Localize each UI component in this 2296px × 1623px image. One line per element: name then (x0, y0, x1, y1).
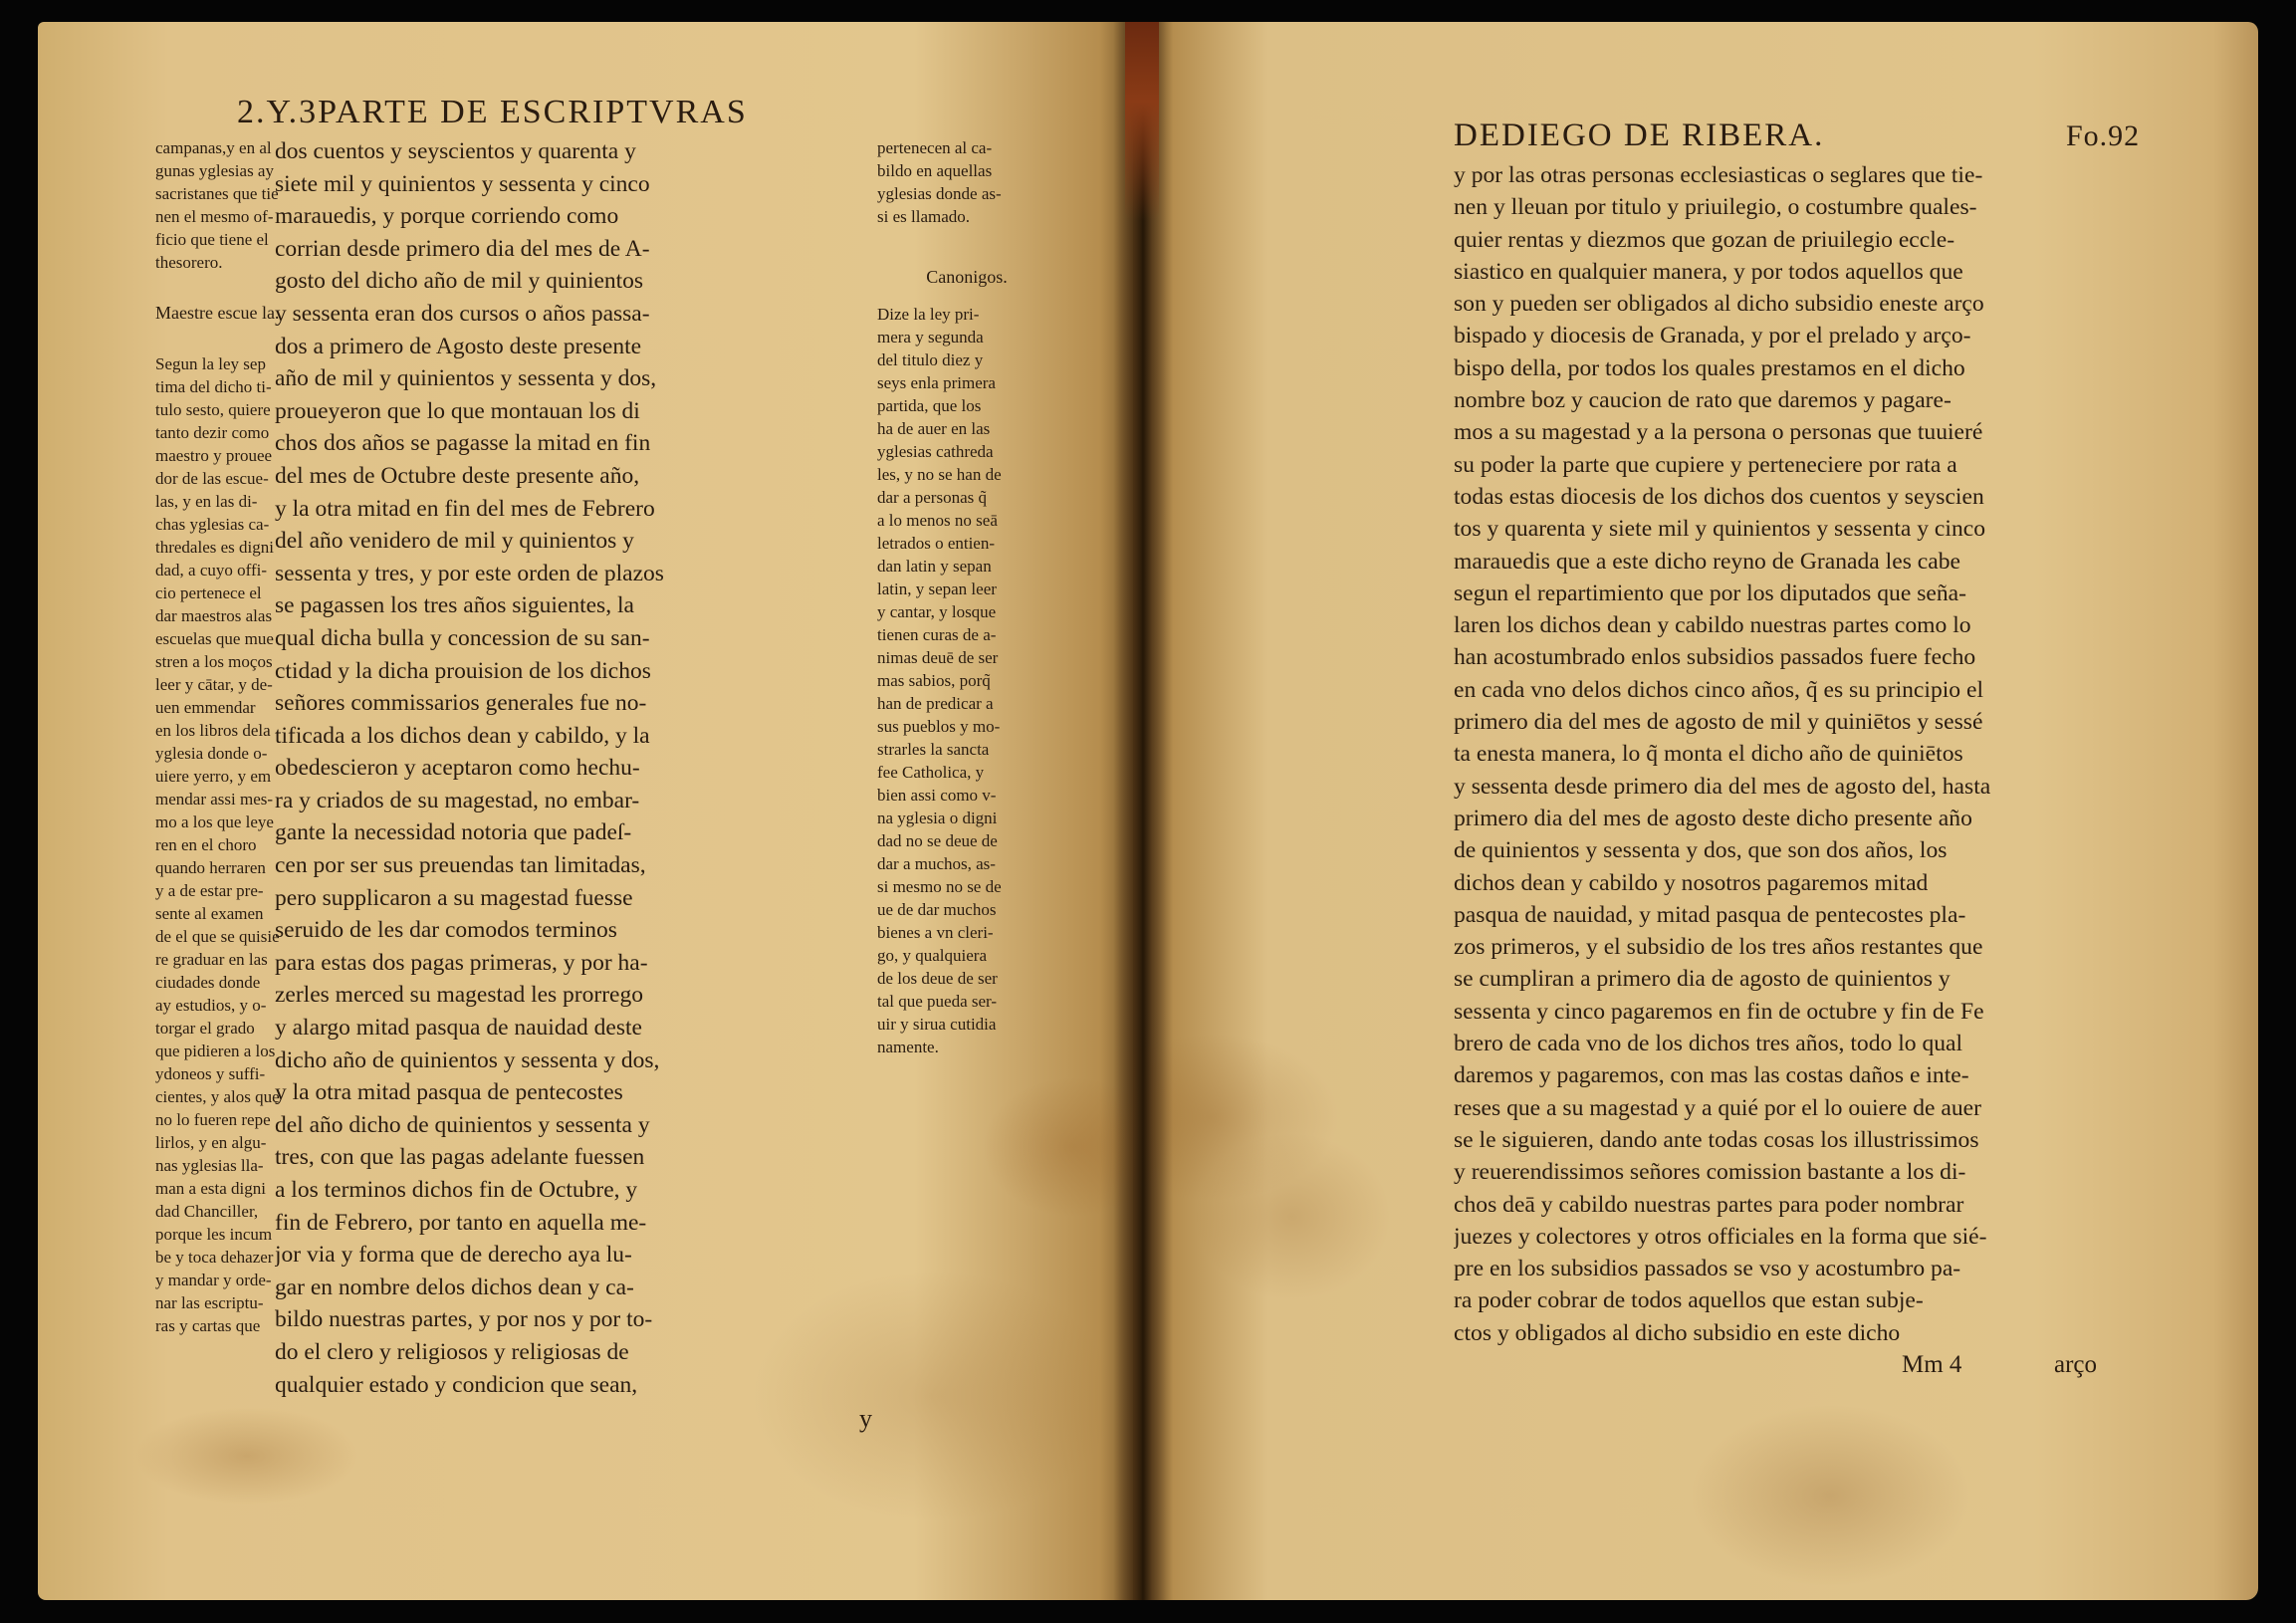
text-line: se pagassen los tres años siguientes, la (275, 592, 634, 619)
margin-heading-canonigos: Canonigos. (926, 267, 1008, 287)
text-line: yglesia donde o- (155, 744, 268, 763)
page-footer (1454, 1349, 2101, 1383)
text-line: namente. (877, 1038, 939, 1056)
margin-heading-maestre-escuela: Maestre escue la. (155, 303, 280, 323)
text-line: Dize la ley pri- (877, 305, 980, 324)
text-line: si mesmo no se de (877, 877, 1002, 896)
text-line: sessenta y tres, y por este orden de plazos (275, 560, 664, 586)
text-line: sacristanes que tie (155, 184, 279, 203)
text-line: quando herraren (155, 858, 266, 877)
main-text-lines (275, 135, 892, 1401)
text-line: no lo fueren repe (155, 1110, 271, 1129)
text-line: y cantar, y losque (877, 602, 997, 621)
right-margin-note (877, 136, 1056, 1058)
text-line: qualquier estado y condicion que sean, (275, 1371, 638, 1398)
text-line: ha de auer en las (877, 419, 991, 438)
text-line: bispo della, por todos los quales prestamos en el dicho (1454, 354, 1965, 381)
text-line: chas yglesias ca- (155, 515, 270, 534)
text-line: dos cuentos y seyscientos y quarenta y (275, 138, 636, 164)
text-line: del año venidero de mil y quinientos y (275, 528, 634, 555)
text-line: dichos dean y cabildo y nosotros pagaremos mitad (1454, 869, 1929, 896)
book-gutter (1113, 22, 1173, 1600)
text-line: marauedis que a este dicho reyno de Granada les cabe (1454, 548, 1960, 575)
text-line: señores commissarios generales fue no- (275, 690, 647, 717)
text-line: seruido de les dar comodos terminos (275, 917, 617, 944)
text-line: be y toca dehazer (155, 1248, 274, 1267)
margin-note-paragraph (877, 303, 1056, 1058)
text-line: del titulo diez y (877, 350, 984, 369)
text-line: si es llamado. (877, 207, 971, 226)
text-line: sessenta y cinco pagaremos en fin de octubre y fin de Fe (1454, 998, 1984, 1025)
text-line: se cumpliran a primero dia de agosto de quinientos y (1454, 966, 1951, 993)
text-line: dad, a cuyo offi- (155, 561, 268, 580)
margin-note-paragraph (155, 136, 295, 274)
text-line: pero supplicaron a su magestad fuesse (275, 884, 633, 911)
text-line: mas sabios, porq̃ (877, 671, 991, 690)
text-line: bildo nuestras partes, y por nos y por to- (275, 1306, 653, 1333)
text-line: segun el repartimiento que por los diputados que seña- (1454, 580, 1966, 606)
text-line: chos dos años se pagasse la mitad en fin (275, 430, 651, 457)
text-line: quier rentas y diezmos que gozan de priuilegio eccle- (1454, 226, 1955, 253)
text-line: zerles merced su magestad les prorrego (275, 982, 643, 1009)
text-line: zos primeros, y el subsidio de los tres años restantes que (1454, 934, 1983, 961)
text-line: strarles la sancta (877, 740, 990, 759)
text-line: y alargo mitad pasqua de nauidad deste (275, 1015, 642, 1042)
text-line: de los deue de ser (877, 969, 998, 988)
text-line: thredales es digni (155, 538, 274, 557)
text-line: y mandar y orde- (155, 1271, 272, 1289)
text-line: mera y segunda (877, 328, 984, 347)
text-line: que pidieren a los (155, 1042, 276, 1060)
text-line: dos a primero de Agosto deste presente (275, 333, 642, 359)
text-line: na yglesia o digni (877, 809, 998, 827)
text-line: han acostumbrado enlos subsidios passados fuere fecho (1454, 644, 1976, 671)
text-line: ficio que tiene el (155, 230, 269, 249)
text-line: en cada vno delos dichos cinco años, q̃ es su principio el (1454, 676, 1984, 703)
text-line: dad Chanciller, (155, 1202, 259, 1221)
text-line: bienes a vn cleri- (877, 923, 994, 942)
text-line: se le siguieren, dando ante todas cosas los illustrissimos (1454, 1126, 1979, 1153)
text-line: a los terminos dichos fin de Octubre, y (275, 1177, 638, 1203)
text-line: ue de dar muchos (877, 900, 997, 919)
text-line: maestro y prouee (155, 446, 273, 465)
text-line: jor via y forma que de derecho aya lu- (275, 1242, 632, 1269)
text-line: seys enla primera (877, 373, 996, 392)
text-line: corrian desde primero dia del mes de A- (275, 235, 650, 262)
text-line: año de mil y quinientos y sessenta y dos, (275, 365, 657, 392)
text-line: brero de cada vno de los dichos tres años, todo lo qual (1454, 1031, 1963, 1057)
text-line: pasqua de nauidad, y mitad pasqua de pentecostes pla- (1454, 901, 1966, 928)
right-main-text (1454, 159, 2101, 1383)
signature-mark: Mm 4 (1902, 1350, 1962, 1378)
text-line: uen emmendar (155, 698, 256, 717)
text-line: leer y cātar, y de- (155, 675, 273, 694)
text-line: todas estas diocesis de los dichos dos cuentos y seyscien (1454, 483, 1984, 510)
text-line: man a esta digni (155, 1179, 266, 1198)
right-page (1133, 22, 2258, 1600)
folio-number: Fo.92 (2066, 119, 2141, 152)
text-line: ay estudios, y o- (155, 996, 267, 1015)
text-line: de quinientos y sessenta y dos, que son dos años, los (1454, 837, 1948, 864)
text-line: les, y no se han de (877, 465, 1002, 484)
text-line: stren a los moços (155, 652, 273, 671)
text-line: dan latin y sepan (877, 557, 992, 576)
text-line: ta enesta manera, lo q̃ monta el dicho año de quiniētos (1454, 741, 1963, 768)
text-line: y a de estar pre- (155, 881, 264, 900)
text-line: re graduar en las (155, 950, 268, 969)
text-line: nombre boz y caucion de rato que daremos y pagare- (1454, 387, 1952, 414)
text-line: dar a personas q̃ (877, 488, 987, 507)
text-line: gar en nombre delos dichos dean y ca- (275, 1274, 634, 1300)
text-line: uir y sirua cutidia (877, 1015, 997, 1034)
text-line: y la otra mitad pasqua de pentecostes (275, 1079, 623, 1106)
margin-note-paragraph (155, 352, 295, 1337)
text-line: nen y lleuan por titulo y priuilegio, o costumbre quales- (1454, 194, 1977, 221)
text-line: reses que a su magestad y a quié por el lo ouiere de auer (1454, 1094, 1981, 1121)
text-line: nimas deuē de ser (877, 648, 999, 667)
text-line: las, y en las di- (155, 492, 258, 511)
left-catchword: y (859, 1404, 872, 1434)
text-line: go, y qualquiera (877, 946, 987, 965)
text-line: gante la necessidad notoria que padeſ- (275, 819, 632, 846)
left-margin-note (155, 136, 295, 1337)
text-line: fee Catholica, y (877, 763, 985, 782)
text-line: marauedis, y porque corriendo como (275, 203, 619, 230)
text-line: gunas yglesias ay (155, 161, 274, 180)
text-line: bispado y diocesis de Granada, y por el prelado y arço- (1454, 323, 1971, 349)
text-line: proueyeron que lo que montauan los di (275, 397, 640, 424)
text-line: mo a los que leye (155, 812, 274, 831)
text-line: cio pertenece el (155, 583, 262, 602)
text-line: obedescieron y aceptaron como hechu- (275, 755, 640, 782)
text-line: letrados o entien- (877, 534, 996, 553)
left-page (38, 22, 1133, 1600)
text-line: uiere yerro, y em (155, 767, 272, 786)
left-running-head: 2.Y.3PARTE DE ESCRIPTVRAS (237, 94, 748, 130)
text-line: fin de Febrero, por tanto en aquella me- (275, 1209, 647, 1236)
text-line: ctidad y la dicha prouision de los dichos (275, 657, 651, 684)
text-line: pertenecen al ca- (877, 138, 993, 157)
text-line: tanto dezir como (155, 423, 270, 442)
text-line: tima del dicho ti- (155, 377, 272, 396)
main-text-lines (1454, 159, 2101, 1349)
text-line: yglesias cathreda (877, 442, 994, 461)
text-line: cientes, y alos que (155, 1087, 280, 1106)
text-line: daremos y pagaremos, con mas las costas daños e inte- (1454, 1062, 1969, 1089)
text-line: han de predicar a (877, 694, 994, 713)
text-line: ra y criados de su magestad, no embar- (275, 787, 640, 813)
text-line: ras y cartas que (155, 1316, 261, 1335)
text-line: tres, con que las pagas adelante fuessen (275, 1144, 645, 1171)
text-line: dar maestros alas (155, 606, 273, 625)
book-spread (38, 22, 2258, 1600)
text-line: tulo sesto, quiere (155, 400, 271, 419)
text-line: dar a muchos, as- (877, 854, 996, 873)
text-line: nar las escriptu- (155, 1293, 264, 1312)
text-line: gosto del dicho año de mil y quinientos (275, 268, 644, 295)
text-line: porque les incum (155, 1225, 273, 1244)
text-line: latin, y sepan leer (877, 580, 997, 598)
binding-thread (1125, 22, 1159, 221)
text-line: ren en el choro (155, 835, 257, 854)
text-line: tos y quarenta y siete mil y quinientos y sessenta y cinco (1454, 516, 1986, 543)
text-line: nas yglesias lla- (155, 1156, 264, 1175)
text-line: ydoneos y suffi- (155, 1064, 266, 1083)
text-line: en los libros dela (155, 721, 271, 740)
text-line: tienen curas de a- (877, 625, 997, 644)
text-line: cen por ser sus preuendas tan limitadas, (275, 852, 646, 879)
text-line: dad no se deue de (877, 831, 998, 850)
text-line: nen el mesmo of- (155, 207, 274, 226)
text-line: juezes y colectores y otros officiales en la forma que sié- (1454, 1223, 1987, 1250)
text-line: y reuerendissimos señores comission bastante a los di- (1454, 1159, 1966, 1186)
text-line: dicho año de quinientos y sessenta y dos, (275, 1046, 660, 1073)
text-line: a lo menos no seā (877, 511, 998, 530)
text-line: para estas dos pagas primeras, y por ha- (275, 949, 648, 976)
text-line: primero dia del mes de agosto deste dicho presente año (1454, 805, 1972, 831)
text-line: do el clero y religiosos y religiosas de (275, 1338, 629, 1365)
text-line: tificada a los dichos dean y cabildo, y la (275, 722, 650, 749)
text-line: campanas,y en al (155, 138, 272, 157)
text-line: ra poder cobrar de todos aquellos que estan subje- (1454, 1287, 1924, 1314)
text-line: lirlos, y en algu- (155, 1133, 267, 1152)
text-line: siastico en qualquier manera, y por todos aquellos que (1454, 258, 1963, 285)
margin-note-paragraph (877, 136, 1056, 228)
text-line: su poder la parte que cupiere y perteneciere por rata a (1454, 451, 1957, 478)
text-line: Segun la ley sep (155, 354, 266, 373)
text-line: partida, que los (877, 396, 982, 415)
text-line: qual dicha bulla y concession de su san- (275, 624, 650, 651)
text-line: y por las otras personas ecclesiasticas o seglares que tie- (1454, 162, 1983, 188)
text-line: sus pueblos y mo- (877, 717, 1001, 736)
text-line: ctos y obligados al dicho subsidio en este dicho (1454, 1319, 1901, 1346)
text-line: yglesias donde as- (877, 184, 1002, 203)
right-catchword: arço (2053, 1350, 2097, 1378)
text-line: ciudades donde (155, 973, 261, 992)
text-line: primero dia del mes de agosto de mil y quiniētos y sessé (1454, 709, 1983, 736)
text-line: del mes de Octubre deste presente año, (275, 462, 640, 489)
text-line: mos a su magestad y a la persona o personas que tuuieré (1454, 419, 1983, 446)
text-line: thesorero. (155, 253, 223, 272)
left-main-text (275, 135, 892, 1436)
text-line: y sessenta eran dos cursos o años passa- (275, 300, 650, 327)
text-line: mendar assi mes- (155, 790, 274, 809)
text-line: sente al examen (155, 904, 264, 923)
text-line: dor de las escue- (155, 469, 269, 488)
text-line: y sessenta desde primero dia del mes de agosto del, hasta (1454, 773, 1991, 800)
text-line: de el que se quisie (155, 927, 280, 946)
text-line: siete mil y quinientos y sessenta y cinco (275, 170, 650, 197)
text-line: son y pueden ser obligados al dicho subsidio eneste arço (1454, 291, 1984, 318)
text-line: tal que pueda ser- (877, 992, 998, 1011)
text-line: del año dicho de quinientos y sessenta y (275, 1111, 650, 1138)
text-line: laren los dichos dean y cabildo nuestras partes como lo (1454, 612, 1971, 639)
text-line: torgar el grado (155, 1019, 255, 1038)
text-line: bien assi como v- (877, 786, 997, 805)
text-line: pre en los subsidios passados se vso y acostumbro pa- (1454, 1256, 1961, 1282)
text-line: escuelas que mue (155, 629, 274, 648)
text-line: y la otra mitad en fin del mes de Febrero (275, 495, 655, 522)
text-line: bildo en aquellas (877, 161, 993, 180)
text-line: chos deā y cabildo nuestras partes para poder nombrar (1454, 1191, 1964, 1218)
right-running-head: DEDIEGO DE RIBERA. (1454, 117, 1825, 153)
